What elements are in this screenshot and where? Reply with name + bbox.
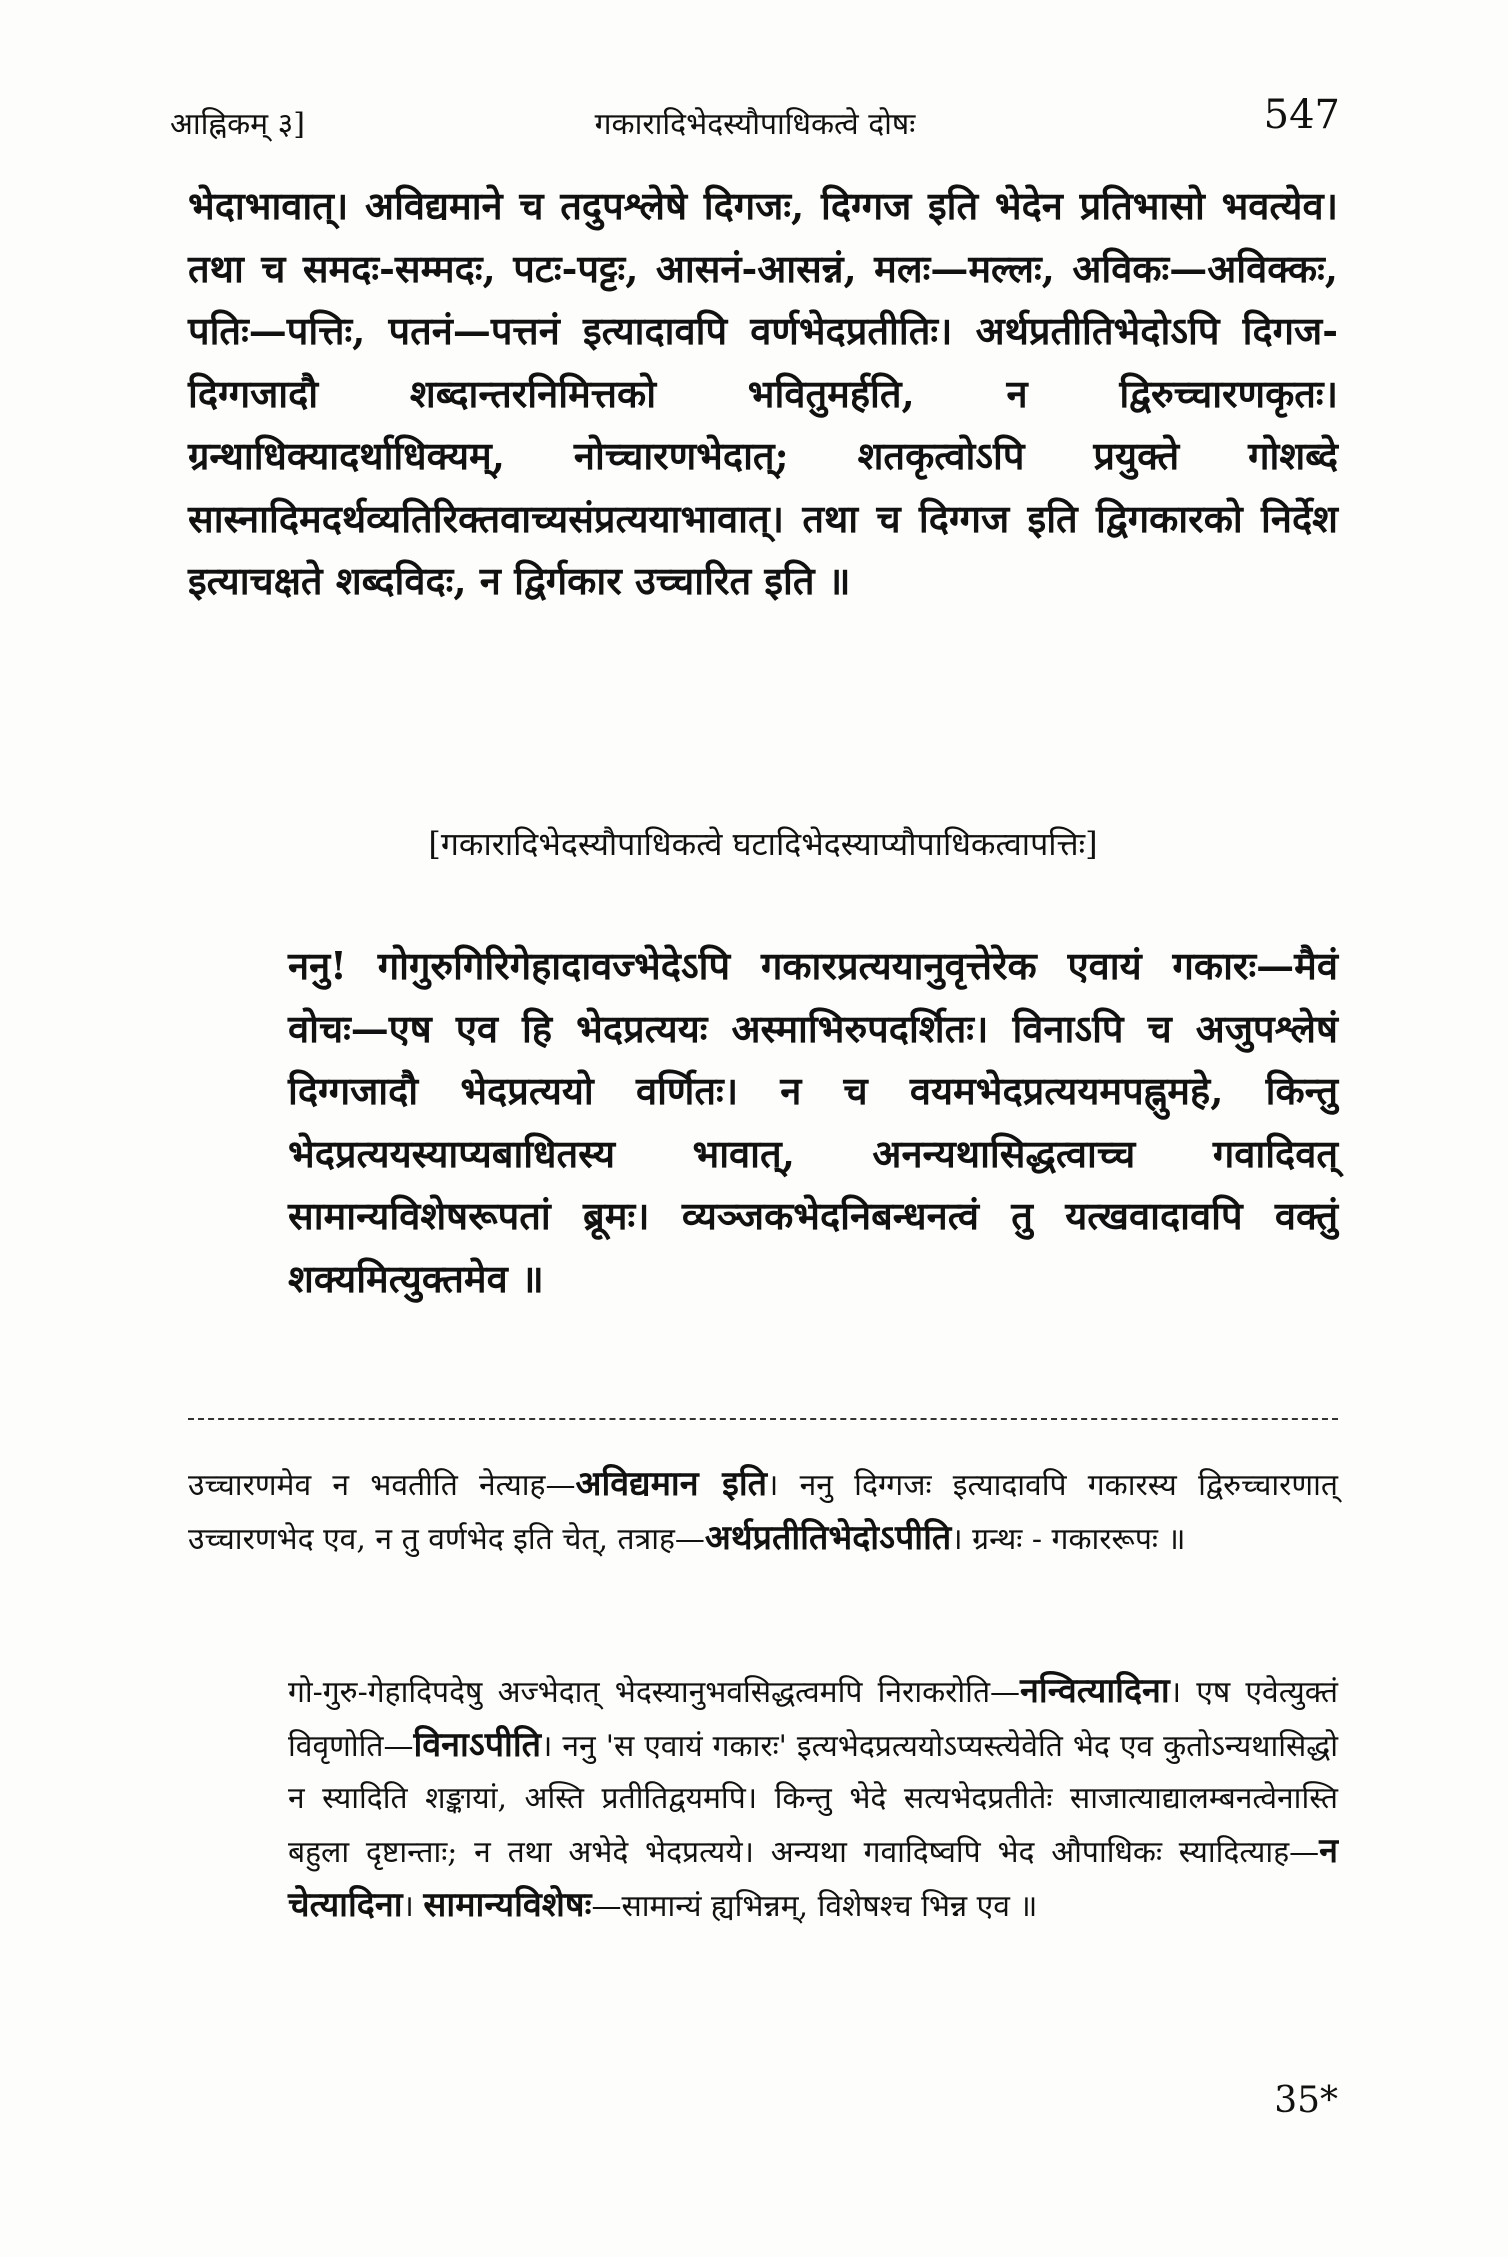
main-text-block-2 — [188, 935, 1338, 1310]
commentary-lemma: अविद्यमान इति — [575, 1464, 768, 1504]
main-paragraph-1: भेदाभावात्। अविद्यमाने च तदुपश्लेषे दिगजः, दिग्गज इति भेदेन प्रतिभासो भवत्येव। तथा च समदः-सम्मदः, पटः-पट्टः, आसनं-आसन्नं, मलः—मल्लः, अविकः—अविक्कः, पतिः—पत्तिः, पतनं—पत्तनं इत्यादावपि वर्णभेदप्रतीतिः। अर्थप्रतीतिभेदोऽपि दिगज-दिग्गजादौ शब्दान्तरनिमित्तको भवितुमर्हति, न द्विरुच्चारणकृतः। ग्रन्थाधिक्यादर्थाधिक्यम्, नोच्चारणभेदात्; शतकृत्वोऽपि प्रयुक्ते गोशब्दे सास्नादिमदर्थव्यतिरिक्तवाच्यसंप्रत्ययाभावात्। तथा च दिग्गज इति द्विगकारको निर्देश इत्याचक्षते शब्दविदः, न द्विर्गकार उच्चारित इति ॥ — [188, 183, 1338, 603]
main-paragraph-2: ननु! गोगुरुगिरिगेहादावज्भेदेऽपि गकारप्रत्ययानुवृत्तेरेक एवायं गकारः—मैवं वोचः—एष एव हि भेदप्रत्ययः अस्माभिरुपदर्शितः। विनाऽपि च अजुपश्लेषं दिग्गजादौ भेदप्रत्ययो वर्णितः। न च वयमभेदप्रत्ययमपह्नुमहे, किन्तु भेदप्रत्ययस्याप्यबाधितस्य भावात्, अनन्यथासिद्धत्वाच्च गवादिवत् सामान्यविशेषरूपतां ब्रूमः। व्यञ्जकभेदनिबन्धनत्वं तु यत्खवादावपि वक्तुं शक्यमित्युक्तमेव ॥ — [288, 943, 1338, 1301]
chapter-label: आह्निकम् ३] — [170, 107, 305, 142]
commentary-paragraph-2 — [188, 1665, 1338, 1933]
commentary-text: उच्चारणमेव न भवतीति नेत्याह— — [188, 1468, 576, 1503]
commentary-lemma: सामान्यविशेषः — [423, 1885, 592, 1925]
commentary-paragraph-1 — [188, 1458, 1338, 1566]
commentary-text: । — [402, 1889, 424, 1924]
commentary-lemma: अर्थप्रतीतिभेदोऽपीति — [704, 1518, 952, 1558]
commentary-text: । एष एवेत्युक्तं विवृणोति— — [288, 1675, 1338, 1764]
section-heading: [गकारादिभेदस्यौपाधिकत्वे घटादिभेदस्याप्यौपाधिकत्वापत्तिः] — [428, 825, 1098, 863]
commentary-lemma: नन्वित्यादिना — [1020, 1671, 1170, 1711]
main-text-block-1 — [188, 175, 1338, 613]
commentary-text: । ननु दिग्गजः इत्यादावपि गकारस्य द्विरुच्चारणात् उच्चारणभेद एव, न तु वर्णभेद इति चेत्, तत्राह— — [188, 1468, 1338, 1557]
commentary-block-1 — [188, 1458, 1338, 1566]
page-number: 547 — [1263, 92, 1340, 138]
commentary-lemma: न चेत्यादिना — [288, 1831, 1338, 1925]
signature-mark: 35* — [1274, 2080, 1338, 2121]
footnote-divider — [188, 1418, 1338, 1420]
commentary-block-2 — [188, 1665, 1338, 1933]
running-title: गकारादिभेदस्यौपाधिकत्वे दोषः — [594, 107, 916, 142]
commentary-text: —सामान्यं ह्यभिन्नम्, विशेषश्च भिन्न एव ॥ — [591, 1889, 1038, 1924]
running-header — [170, 92, 1340, 152]
commentary-lemma: विनाऽपीति — [413, 1725, 542, 1765]
commentary-text: । ननु 'स एवायं गकारः' इत्यभेदप्रत्ययोऽप्यस्त्येवेति भेद एव कुतोऽन्यथासिद्धो न स्यादिति शङ्कायां, अस्ति प्रतीतिद्वयमपि। किन्तु भेदे सत्यभेदप्रतीतेः साजात्याद्यालम्बनत्वेनास्ति बहुला दृष्टान्ताः; न तथा अभेदे भेदप्रत्यये। अन्यथा गवादिष्वपि भेद औपाधिकः स्यादित्याह— — [288, 1729, 1338, 1870]
commentary-text: । ग्रन्थः - गकाररूपः ॥ — [951, 1522, 1186, 1557]
commentary-text: गो-गुरु-गेहादिपदेषु अज्भेदात् भेदस्यानुभवसिद्धत्वमपि निराकरोति— — [288, 1675, 1021, 1710]
